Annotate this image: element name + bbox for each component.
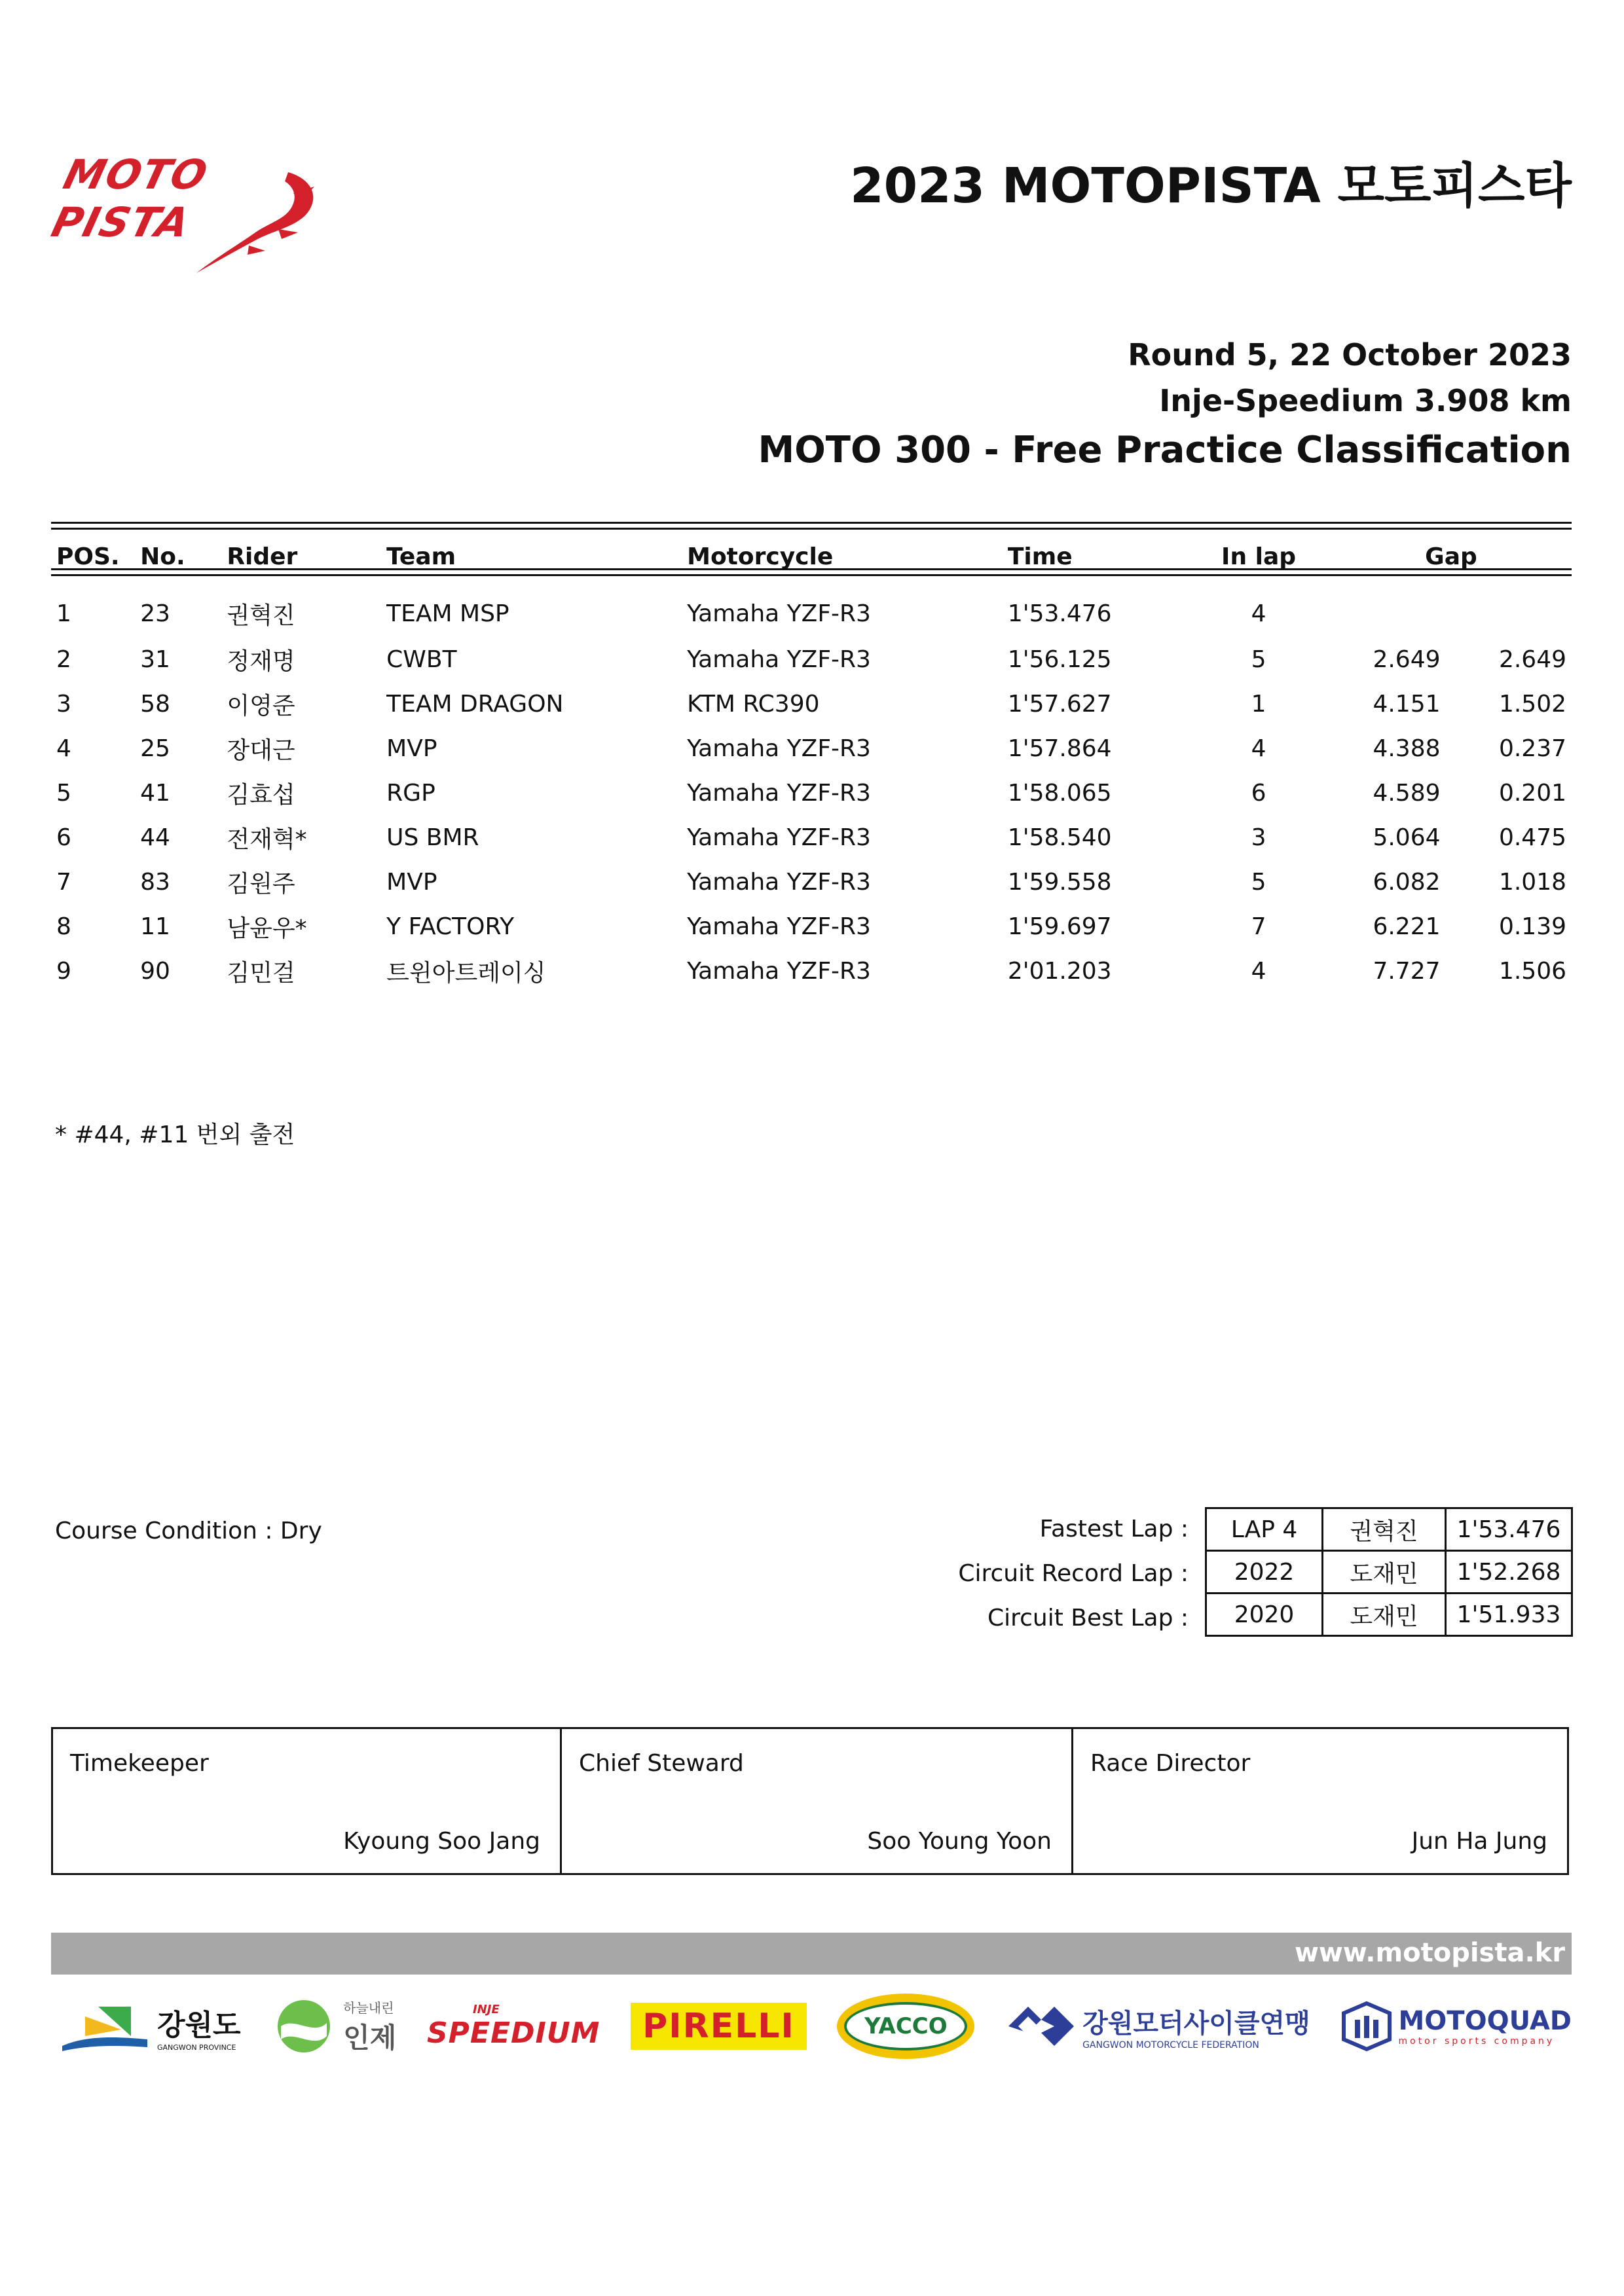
cell-motorcycle: KTM RC390 bbox=[687, 690, 820, 718]
cell-team: CWBT bbox=[386, 646, 457, 673]
cell-time: 1'58.065 bbox=[1007, 779, 1112, 807]
venue: Inje-Speedium 3.908 km bbox=[1159, 383, 1572, 418]
lap-record-row bbox=[1206, 1508, 1572, 1551]
cell-time: 1'56.125 bbox=[1007, 646, 1112, 673]
cell-gap: 7.727 bbox=[1373, 957, 1441, 985]
results-table bbox=[51, 522, 1572, 993]
lap-records-table bbox=[1205, 1507, 1573, 1637]
table-row bbox=[51, 637, 1572, 682]
round-date: Round 5, 22 October 2023 bbox=[1128, 337, 1572, 373]
cell-rider: 김원주 bbox=[227, 870, 295, 898]
sponsor-motoquad bbox=[1340, 2000, 1572, 2052]
cell-time: 1'58.540 bbox=[1007, 824, 1112, 851]
speedium-small: INJE bbox=[472, 2003, 500, 2016]
cell-diff: 1.506 bbox=[1498, 957, 1566, 985]
cell-rider: 정재명 bbox=[227, 647, 295, 675]
cell-diff: 0.475 bbox=[1498, 824, 1566, 851]
yacco-name: YACCO bbox=[844, 2002, 967, 2050]
cell-pos: 1 bbox=[56, 600, 71, 627]
cell-team: MVP bbox=[386, 735, 437, 762]
table-header-row bbox=[51, 522, 1572, 582]
cell-motorcycle: Yamaha YZF-R3 bbox=[687, 779, 871, 807]
cell-time: 1'57.864 bbox=[1007, 735, 1112, 762]
cell-diff: 0.201 bbox=[1498, 779, 1566, 807]
cell-in-lap: 5 bbox=[1251, 868, 1266, 896]
official-race-director bbox=[1073, 1729, 1567, 1873]
sponsor-yacco bbox=[837, 1994, 974, 2059]
lap-record-rider: 도재민 bbox=[1323, 1551, 1446, 1594]
lap-record-time: 1'51.933 bbox=[1446, 1594, 1572, 1636]
cell-motorcycle: Yamaha YZF-R3 bbox=[687, 646, 871, 673]
inje-logo-icon bbox=[271, 1997, 337, 2056]
table-row bbox=[51, 771, 1572, 815]
cell-gap: 4.589 bbox=[1373, 779, 1441, 807]
cell-rider: 김민걸 bbox=[227, 959, 295, 987]
lap-record-row bbox=[1206, 1594, 1572, 1636]
cell-diff: 2.649 bbox=[1498, 646, 1566, 673]
cell-in-lap: 4 bbox=[1251, 957, 1266, 985]
cell-pos: 2 bbox=[56, 646, 71, 673]
cell-pos: 6 bbox=[56, 824, 71, 851]
sponsor-speedium bbox=[427, 2003, 600, 2050]
cell-time: 1'53.476 bbox=[1007, 600, 1112, 627]
official-title: Race Director bbox=[1090, 1750, 1251, 1777]
header-motorcycle: Motorcycle bbox=[687, 543, 834, 570]
inje-small: 하늘내린 bbox=[343, 1999, 394, 2016]
table-row bbox=[51, 582, 1572, 637]
table-row bbox=[51, 726, 1572, 771]
cell-time: 1'59.558 bbox=[1007, 868, 1112, 896]
moto-pista-logo bbox=[46, 151, 334, 275]
table-row bbox=[51, 860, 1572, 904]
cell-diff: 0.139 bbox=[1498, 913, 1566, 940]
cell-in-lap: 6 bbox=[1251, 779, 1266, 807]
gangwon-name: 강원도 bbox=[157, 2008, 241, 2042]
cell-motorcycle: Yamaha YZF-R3 bbox=[687, 957, 871, 985]
cell-in-lap: 7 bbox=[1251, 913, 1266, 940]
course-condition: Course Condition : Dry bbox=[55, 1518, 322, 1544]
cell-rider: 장대근 bbox=[227, 737, 295, 764]
table-row bbox=[51, 815, 1572, 860]
sponsor-federation bbox=[1005, 2000, 1310, 2052]
cell-no: 23 bbox=[140, 600, 170, 627]
footnote: * #44, #11 번외 출전 bbox=[55, 1121, 295, 1148]
official-name: Jun Ha Jung bbox=[1411, 1828, 1547, 1855]
classification-title: MOTO 300 - Free Practice Classification bbox=[758, 429, 1572, 471]
cell-diff: 1.018 bbox=[1498, 868, 1566, 896]
cell-motorcycle: Yamaha YZF-R3 bbox=[687, 824, 871, 851]
dragon-icon bbox=[157, 167, 327, 275]
fastest-lap-label: Fastest Lap : bbox=[1039, 1516, 1189, 1542]
circuit-record-label: Circuit Record Lap : bbox=[958, 1560, 1189, 1587]
cell-in-lap: 3 bbox=[1251, 824, 1266, 851]
motoquad-logo-icon bbox=[1340, 2000, 1393, 2052]
cell-no: 41 bbox=[140, 779, 170, 807]
cell-no: 58 bbox=[140, 690, 170, 718]
cell-gap: 4.151 bbox=[1373, 690, 1441, 718]
cell-motorcycle: Yamaha YZF-R3 bbox=[687, 600, 871, 627]
lap-record-rider: 권혁진 bbox=[1323, 1508, 1446, 1551]
website-bar bbox=[51, 1933, 1572, 1975]
federation-logo-icon bbox=[1005, 2000, 1077, 2052]
sponsor-gangwon bbox=[59, 2000, 241, 2052]
cell-team: RGP bbox=[386, 779, 435, 807]
cell-gap: 4.388 bbox=[1373, 735, 1441, 762]
sponsor-strip bbox=[59, 1990, 1572, 2062]
cell-gap: 5.064 bbox=[1373, 824, 1441, 851]
header-time: Time bbox=[1007, 543, 1073, 570]
cell-pos: 5 bbox=[56, 779, 71, 807]
cell-no: 44 bbox=[140, 824, 170, 851]
header-rider: Rider bbox=[227, 543, 298, 570]
logo-text: MOTO PISTA bbox=[46, 151, 213, 246]
official-name: Kyoung Soo Jang bbox=[343, 1828, 540, 1855]
cell-gap bbox=[1331, 582, 1446, 637]
cell-in-lap: 1 bbox=[1251, 690, 1266, 718]
official-name: Soo Young Yoon bbox=[867, 1828, 1052, 1855]
cell-gap: 6.221 bbox=[1373, 913, 1441, 940]
cell-no: 31 bbox=[140, 646, 170, 673]
cell-team: US BMR bbox=[386, 824, 479, 851]
circuit-best-label: Circuit Best Lap : bbox=[987, 1605, 1189, 1631]
cell-in-lap: 5 bbox=[1251, 646, 1266, 673]
cell-team: 트윈아트레이싱 bbox=[386, 959, 546, 987]
cell-time: 1'57.627 bbox=[1007, 690, 1112, 718]
header-team: Team bbox=[386, 543, 456, 570]
speedium-name: SPEEDIUM bbox=[426, 2016, 600, 2050]
table-row bbox=[51, 904, 1572, 949]
cell-diff: 0.237 bbox=[1498, 735, 1566, 762]
table-row bbox=[51, 949, 1572, 993]
cell-rider: 이영준 bbox=[227, 692, 295, 720]
cell-gap: 6.082 bbox=[1373, 868, 1441, 896]
cell-team: Y FACTORY bbox=[386, 913, 515, 940]
yacco-badge bbox=[837, 1994, 974, 2059]
cell-time: 2'01.203 bbox=[1007, 957, 1112, 985]
lap-record-col1: LAP 4 bbox=[1206, 1508, 1323, 1551]
motoquad-sub: motor sports company bbox=[1398, 2036, 1555, 2047]
official-chief-steward bbox=[562, 1729, 1073, 1873]
cell-team: MVP bbox=[386, 868, 437, 896]
cell-motorcycle: Yamaha YZF-R3 bbox=[687, 913, 871, 940]
header-in-lap: In lap bbox=[1221, 543, 1297, 570]
header-no: No. bbox=[140, 543, 185, 570]
sponsor-pirelli bbox=[631, 2003, 807, 2050]
official-title: Timekeeper bbox=[70, 1750, 209, 1777]
cell-motorcycle: Yamaha YZF-R3 bbox=[687, 868, 871, 896]
cell-pos: 8 bbox=[56, 913, 71, 940]
gangwon-logo-icon bbox=[59, 2000, 151, 2052]
inje-name: 인제 bbox=[343, 2021, 397, 2054]
lap-record-time: 1'52.268 bbox=[1446, 1551, 1572, 1594]
website-url[interactable]: www.motopista.kr bbox=[1294, 1938, 1565, 1968]
lap-record-col1: 2020 bbox=[1206, 1594, 1323, 1636]
federation-sub: GANGWON MOTORCYCLE FEDERATION bbox=[1082, 2039, 1259, 2050]
cell-diff: 1.502 bbox=[1498, 690, 1566, 718]
cell-rider: 전재혁* bbox=[227, 826, 307, 853]
cell-no: 83 bbox=[140, 868, 170, 896]
cell-diff bbox=[1446, 582, 1572, 637]
cell-no: 90 bbox=[140, 957, 170, 985]
officials-box bbox=[51, 1727, 1569, 1875]
results-table-wrap bbox=[51, 522, 1572, 993]
lap-record-col1: 2022 bbox=[1206, 1551, 1323, 1594]
header-gap: Gap bbox=[1425, 543, 1477, 570]
cell-pos: 7 bbox=[56, 868, 71, 896]
cell-in-lap: 4 bbox=[1251, 600, 1266, 627]
lap-record-row bbox=[1206, 1551, 1572, 1594]
cell-rider: 김효섭 bbox=[227, 781, 295, 809]
lap-record-time: 1'53.476 bbox=[1446, 1508, 1572, 1551]
cell-no: 11 bbox=[140, 913, 170, 940]
official-title: Chief Steward bbox=[579, 1750, 744, 1777]
cell-in-lap: 4 bbox=[1251, 735, 1266, 762]
cell-pos: 3 bbox=[56, 690, 71, 718]
cell-time: 1'59.697 bbox=[1007, 913, 1112, 940]
cell-team: TEAM DRAGON bbox=[386, 690, 564, 718]
header-pos: POS. bbox=[56, 543, 120, 570]
official-timekeeper bbox=[53, 1729, 562, 1873]
cell-rider: 권혁진 bbox=[227, 602, 295, 629]
cell-team: TEAM MSP bbox=[386, 600, 509, 627]
motoquad-name: MOTOQUAD bbox=[1398, 2006, 1572, 2036]
lap-record-rider: 도재민 bbox=[1323, 1594, 1446, 1636]
gangwon-sub: GANGWON PROVINCE bbox=[157, 2043, 236, 2052]
cell-pos: 4 bbox=[56, 735, 71, 762]
federation-name: 강원모터사이클연맹 bbox=[1082, 2008, 1310, 2039]
cell-rider: 남윤우* bbox=[227, 915, 307, 942]
pirelli-name: PIRELLI bbox=[642, 2007, 795, 2046]
sponsor-inje bbox=[271, 1997, 396, 2056]
cell-no: 25 bbox=[140, 735, 170, 762]
cell-gap: 2.649 bbox=[1373, 646, 1441, 673]
table-row bbox=[51, 682, 1572, 726]
cell-pos: 9 bbox=[56, 957, 71, 985]
cell-motorcycle: Yamaha YZF-R3 bbox=[687, 735, 871, 762]
event-title: 2023 MOTOPISTA 모토피스타 bbox=[850, 158, 1572, 214]
lap-labels bbox=[838, 1507, 1195, 1641]
